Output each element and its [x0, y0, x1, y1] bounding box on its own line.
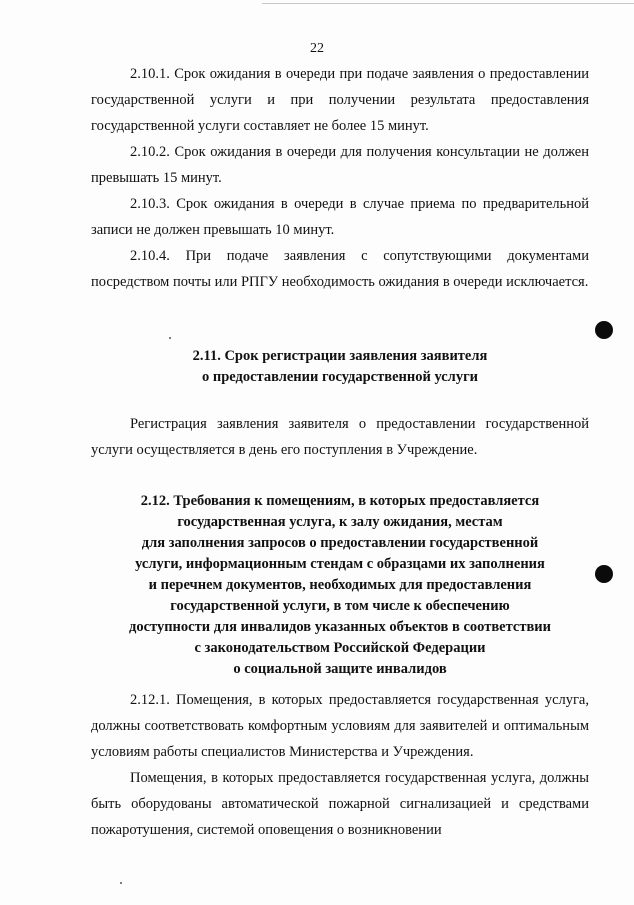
heading-2-11 — [91, 346, 589, 388]
paragraph-2-10-1: 2.10.1. Срок ожидания в очереди при подаче заявления о предоставлении государственной услуги и при получении результата предоставления государственной услуги составляет не более 15 минут. — [91, 66, 589, 134]
heading-2-12-line: для заполнения запросов о предоставлении государственной — [141, 535, 539, 551]
paragraph-2-10-2: 2.10.2. Срок ожидания в очереди для получения консультации не должен превышать 15 минут. — [91, 144, 589, 186]
heading-2-11-line: о предоставлении государственной услуги — [201, 369, 479, 385]
paragraph-2-11: Регистрация заявления заявителя о предоставлении государственной услуги осуществляется в день его поступления в Учреждение. — [91, 416, 589, 458]
heading-2-12-line: с законодательством Российской Федерации — [194, 640, 486, 656]
heading-2-12 — [91, 491, 589, 680]
section-2-10-text — [91, 61, 589, 295]
heading-2-12-line: государственная услуга, к залу ожидания, местам — [177, 514, 503, 530]
section-2-11-text — [91, 411, 589, 463]
scan-edge-line — [262, 3, 634, 4]
paragraph-2-12-premises: Помещения, в которых предоставляется государственная услуга, должны быть оборудованы автоматической пожарной сигнализацией и средствами пожаротушения, системой оповещения о возникновении — [91, 770, 589, 838]
heading-2-12-line: 2.12. Требования к помещениям, в которых предоставляется — [140, 493, 540, 509]
binder-hole-mark — [595, 321, 613, 339]
heading-2-12-line: и перечнем документов, необходимых для предоставления — [148, 577, 532, 593]
scan-speck — [120, 882, 122, 884]
paragraph-2-12-1: 2.12.1. Помещения, в которых предоставляется государственная услуга, должны соответствовать комфортным условиям для заявителей и оптимальным условиям работы специалистов Министерства и Учреждения. — [91, 692, 589, 760]
scan-speck — [169, 337, 171, 339]
paragraph-2-10-4: 2.10.4. При подаче заявления с сопутствующими документами посредством почты или РПГУ необходимость ожидания в очереди исключается. — [91, 248, 589, 290]
page-number: 22 — [310, 41, 324, 56]
heading-2-12-line: государственной услуги, в том числе к обеспечению — [170, 598, 510, 614]
heading-2-12-line: о социальной защите инвалидов — [233, 661, 447, 677]
heading-2-11-line: 2.11. Срок регистрации заявления заявителя — [192, 348, 488, 364]
section-2-12-text — [91, 687, 589, 843]
binder-hole-mark — [595, 565, 613, 583]
paragraph-2-10-3: 2.10.3. Срок ожидания в очереди в случае приема по предварительной записи не должен превышать 10 минут. — [91, 196, 589, 238]
heading-2-12-line: услуги, информационным стендам с образцами их заполнения — [135, 556, 545, 572]
heading-2-12-line: доступности для инвалидов указанных объектов в соответствии — [129, 619, 551, 635]
